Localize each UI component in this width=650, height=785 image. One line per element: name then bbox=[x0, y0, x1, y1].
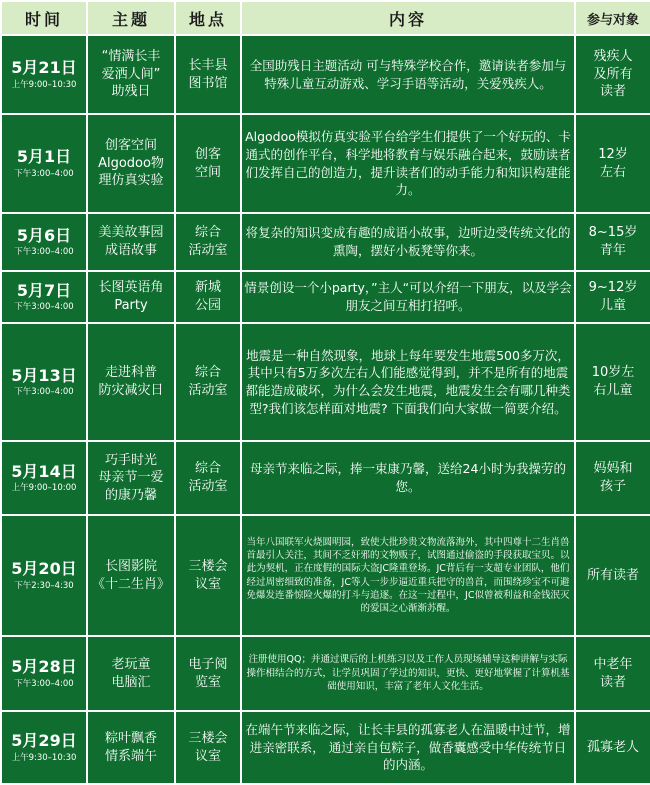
place-cell: 电子阅 览室 bbox=[175, 636, 241, 711]
date-cell bbox=[1, 323, 87, 441]
place-cell: 长丰县 图书馆 bbox=[175, 35, 241, 114]
date-cell bbox=[1, 711, 87, 784]
schedule-row bbox=[1, 213, 650, 271]
event-date: 5月20日 bbox=[11, 559, 77, 579]
place-cell: 综合 活动室 bbox=[175, 323, 241, 441]
content-cell: 情景创设一个小party，”主人“可以介绍一下朋友，以及学会朋友之间互相打招呼。 bbox=[241, 271, 575, 323]
event-time: 下午3:00–4:00 bbox=[14, 302, 74, 313]
audience-cell: 中老年 读者 bbox=[575, 636, 650, 711]
schedule-row bbox=[1, 711, 650, 784]
content-cell: 地震是一种自然现象，地球上每年要发生地震500多万次，其中只有5万多次左右人们能感觉得到，并不是所有的地震都能造成破坏，为什么会发生地震，地震发生会有哪几种类型?我们该怎样面对地震? 下面我们向大家做一简要介绍。 bbox=[241, 323, 575, 441]
schedule-row bbox=[1, 441, 650, 515]
event-time: 上午9:00–10:30 bbox=[11, 79, 77, 90]
place-cell: 综合 活动室 bbox=[175, 441, 241, 515]
place-cell: 综合 活动室 bbox=[175, 213, 241, 271]
audience-cell: 孤寡老人 bbox=[575, 711, 650, 784]
topic-cell: 长图影院 《十二生肖》 bbox=[87, 515, 175, 636]
place-cell: 创客 空间 bbox=[175, 114, 241, 213]
topic-cell: “情满长丰 爱洒人间” 助残日 bbox=[87, 35, 175, 114]
content-cell: 当年八国联军火烧圆明园，致使大批珍贵文物流落海外，其中四尊十二生肖兽首最引人关注，其间不乏奸邪的文物贩子，试图通过偷盗的手段获取宝贝。以此为契机，正在度假的国际大盗JC隆重登场。JC背后有一支超专业团队，他们经过周密细致的准备，JC等人一步步逼近重兵把守的兽首，而围绕珍宝不可避免爆发连番惊险火爆的打斗与追逐。在这一过程中，JC似曾被利益和金钱泯灭的爱国之心渐渐苏醒。 bbox=[241, 515, 575, 636]
audience-cell: 所有读者 bbox=[575, 515, 650, 636]
topic-cell: 长图英语角 Party bbox=[87, 271, 175, 323]
schedule-row bbox=[1, 114, 650, 213]
topic-cell: 走进科普 防灾减灾日 bbox=[87, 323, 175, 441]
header-place: 地点 bbox=[175, 1, 241, 35]
topic-cell: 巧手时光 母亲节一爱 的康乃馨 bbox=[87, 441, 175, 515]
audience-cell: 12岁 左右 bbox=[575, 114, 650, 213]
date-cell bbox=[1, 35, 87, 114]
schedule-row bbox=[1, 515, 650, 636]
date-cell bbox=[1, 213, 87, 271]
content-cell: 母亲节来临之际，捧一束康乃馨，送给24小时为我操劳的您。 bbox=[241, 441, 575, 515]
audience-cell: 10岁左 右儿童 bbox=[575, 323, 650, 441]
place-cell: 三楼会 议室 bbox=[175, 711, 241, 784]
place-cell: 三楼会 议室 bbox=[175, 515, 241, 636]
date-cell bbox=[1, 271, 87, 323]
place-cell: 新城 公园 bbox=[175, 271, 241, 323]
content-cell: 注册使用QQ；并通过课后的上机练习以及工作人员现场辅导这种讲解与实际操作相结合的方式，让学员巩固了学过的知识，更快、更好地掌握了计算机基础使用知识，丰富了老年人文化生活。 bbox=[241, 636, 575, 711]
topic-cell: 老玩童 电脑汇 bbox=[87, 636, 175, 711]
event-date: 5月14日 bbox=[11, 461, 77, 481]
date-cell bbox=[1, 515, 87, 636]
event-time: 上午9:30–10:30 bbox=[11, 752, 77, 763]
content-cell: 将复杂的知识变成有趣的成语小故事，边听边受传统文化的熏陶，摆好小板凳等你来。 bbox=[241, 213, 575, 271]
audience-cell: 残疾人 及所有 读者 bbox=[575, 35, 650, 114]
schedule-row bbox=[1, 636, 650, 711]
audience-cell: 9~12岁 儿童 bbox=[575, 271, 650, 323]
event-date: 5月1日 bbox=[16, 147, 72, 167]
header-row bbox=[1, 1, 650, 35]
event-time: 下午3:00–4:00 bbox=[14, 247, 74, 258]
header-audience: 参与对象 bbox=[575, 1, 650, 35]
schedule-row bbox=[1, 271, 650, 323]
schedule-row bbox=[1, 323, 650, 441]
event-time: 下午2:30–4:30 bbox=[14, 580, 74, 591]
schedule-row bbox=[1, 35, 650, 114]
header-topic: 主题 bbox=[87, 1, 175, 35]
header-content: 内容 bbox=[241, 1, 575, 35]
date-cell bbox=[1, 114, 87, 213]
topic-cell: 创客空间 Algodoo物 理仿真实验 bbox=[87, 114, 175, 213]
date-cell bbox=[1, 636, 87, 711]
date-cell bbox=[1, 441, 87, 515]
event-time: 下午3:00–4:00 bbox=[14, 387, 74, 398]
event-time: 下午3:00–4:00 bbox=[14, 678, 74, 689]
audience-cell: 8~15岁 青年 bbox=[575, 213, 650, 271]
event-date: 5月28日 bbox=[11, 657, 77, 677]
content-cell: 在端午节来临之际，让长丰县的孤寡老人在温暖中过节，增进亲密联系， 通过亲自包粽子，做香囊感受中华传统节日的内涵。 bbox=[241, 711, 575, 784]
topic-cell: 美美故事园 成语故事 bbox=[87, 213, 175, 271]
content-cell: 全国助残日主题活动 可与特殊学校合作，邀请读者参加与特殊儿童互动游戏、学习手语等活动，关爱残疾人。 bbox=[241, 35, 575, 114]
header-time: 时间 bbox=[1, 1, 87, 35]
event-date: 5月13日 bbox=[11, 365, 77, 385]
event-date: 5月7日 bbox=[16, 280, 72, 300]
event-date: 5月29日 bbox=[11, 731, 77, 751]
event-time: 下午3:00–4:00 bbox=[14, 168, 74, 179]
content-cell: Algodoo模拟仿真实验平台给学生们提供了一个好玩的、卡通式的创作平台，科学地将教育与娱乐融合起来，鼓励读者们发挥自己的创造力，提升读者们的动手能力和知识构建能力。 bbox=[241, 114, 575, 213]
topic-cell: 粽叶飘香 情系端午 bbox=[87, 711, 175, 784]
event-time: 上午9:00–10:00 bbox=[11, 483, 77, 494]
event-date: 5月6日 bbox=[16, 225, 72, 245]
event-date: 5月21日 bbox=[11, 58, 77, 78]
audience-cell: 妈妈和 孩子 bbox=[575, 441, 650, 515]
